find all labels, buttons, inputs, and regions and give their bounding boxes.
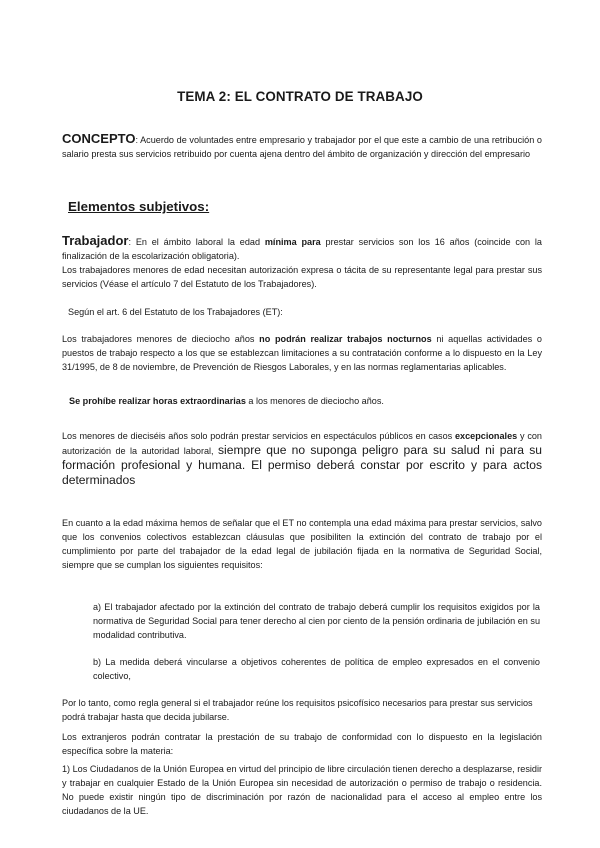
horas-extra-paragraph: [69, 394, 542, 408]
ue-paragraph: 1) Los Ciudadanos de la Unión Europea en virtud del principio de libre circulación tienen derecho a desplazarse, residir y trabajar en cualquier Estado de la Unión Europea sin necesidad de autorización o permiso de trabajo o residencia. No puede existir ningún tipo de discriminación por razón de nacionalidad para el acceso al empleo entre los ciudadanos de la UE.: [62, 764, 542, 816]
trabajador-bold: mínima para: [264, 237, 321, 247]
nocturnos-paragraph: [62, 332, 542, 374]
trabajador-line2: Los trabajadores menores de edad necesitan autorización expresa o tácita de su representante legal para prestar sus servicios (Véase el artículo 7 del Estatuto de los Trabajadores).: [62, 265, 542, 289]
elementos-subjetivos-heading: Elementos subjetivos:: [68, 199, 210, 214]
horas-extra-bold: Se prohíbe realizar horas extraordinarias: [69, 396, 246, 406]
trabajador-text-a: : En el ámbito laboral la edad: [128, 237, 265, 247]
concepto-paragraph: [62, 132, 542, 161]
espectaculos-paragraph: [62, 429, 542, 488]
nocturnos-bold: no podrán realizar trabajos nocturnos: [259, 334, 432, 344]
nocturnos-text-b: ni aquellas actividades o puestos de trabajo respecto a los que se establezcan limitaciones a su contratación conforme a lo dispuesto en la Ley 31/1995, de 8 de noviembre, de Prevención de Riesgos Laborales, y en las normas reglamentarias aplicables.: [62, 334, 542, 372]
espectaculos-big-text: siempre que no suponga peligro para su salud ni para su formación profesional y humana. El permiso deberá constar por escrito y para actos determinados: [62, 443, 543, 487]
page-title: TEMA 2: EL CONTRATO DE TRABAJO: [177, 89, 423, 104]
extranjeros-paragraph: Los extranjeros podrán contratar la prestación de su trabajo de conformidad con lo dispuesto en la legislación específica sobre la materia:: [62, 732, 542, 756]
trabajador-text-b: prestar servicios son los 16 años (coincide con la finalización de la escolarización obligatoria).: [62, 237, 542, 261]
requisito-b: b) La medida deberá vincularse a objetivos coherentes de política de empleo expresados en el convenio colectivo,: [93, 657, 540, 681]
regla-general-paragraph: Por lo tanto, como regla general si el trabajador reúne los requisitos psicofísico necesarios para prestar sus servicios podrá trabajar hasta que decida jubilarse.: [62, 698, 533, 722]
espectaculos-text-a: Los menores de dieciséis años solo podrán prestar servicios en espectáculos públicos en casos: [62, 431, 455, 441]
nocturnos-text-a: Los trabajadores menores de dieciocho años: [62, 334, 260, 344]
horas-extra-text: a los menores de dieciocho años.: [245, 396, 384, 406]
requisito-a: a) El trabajador afectado por la extinción del contrato de trabajo deberá cumplir los requisitos exigidos por la normativa de Seguridad Social para tener derecho al cien por ciento de la pensión ordinaria de jubilación en su modalidad contributiva.: [93, 602, 540, 640]
trabajador-paragraph: [62, 234, 542, 291]
trabajador-label: Trabajador: [62, 233, 129, 248]
espectaculos-bold: excepcionales: [455, 431, 518, 441]
edad-maxima-paragraph: En cuanto a la edad máxima hemos de señalar que el ET no contempla una edad máxima para prestar servicios, salvo que los convenios colectivos establezcan cláusulas que posibiliten la extinción del contrato de trabajo por el cumplimiento por parte del trabajador de la edad legal de jubilación fijada en la normativa de Seguridad Social, siempre que se cumplan los siguientes requisitos:: [62, 518, 542, 570]
espectaculos-text-b: y con autorización de la autoridad laboral,: [62, 431, 542, 456]
concepto-label: CONCEPTO: [62, 131, 136, 146]
art6-intro: Según el art. 6 del Estatuto de los Trabajadores (ET):: [68, 307, 283, 317]
concepto-text: : Acuerdo de voluntades entre empresario y trabajador por el que este a cambio de una retribución o salario presta sus servicios retribuido por cuenta ajena dentro del ámbito de organización y dirección del empresario: [62, 135, 542, 159]
